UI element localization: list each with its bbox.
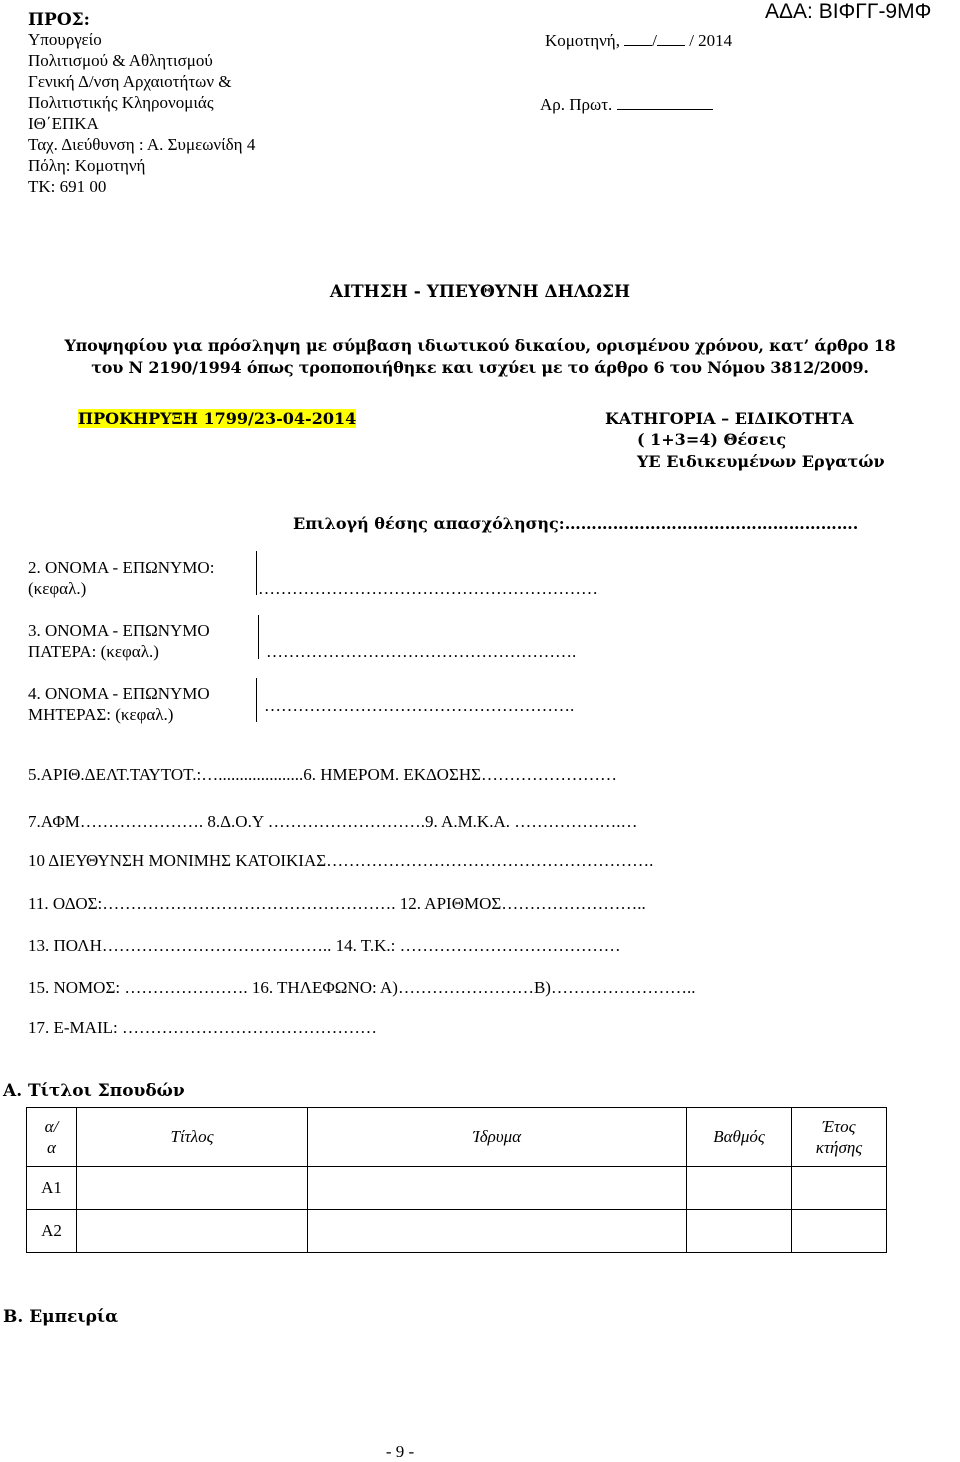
mother-name-label: 4. ΟΝΟΜΑ - ΕΠΩΝΥΜΟ: [28, 684, 210, 703]
institution-cell[interactable]: [308, 1210, 687, 1253]
recipient-line: Υπουργείο: [28, 30, 102, 49]
recipient-line: Πολιτιστικής Κληρονομιάς: [28, 93, 214, 112]
announcement-text: ΠΡΟΚΗΡΥΞΗ 1799/23-04-2014: [78, 409, 357, 428]
field-divider: [258, 615, 259, 659]
recipient-line: ΤΚ: 691 00: [28, 177, 107, 196]
col-title-header: Τίτλος: [77, 1108, 308, 1167]
announcement: [78, 409, 356, 428]
page-number: - 9 -: [385, 1442, 415, 1461]
category-heading: ΚΑΤΗΓΟΡΙΑ – ΕΙΔΙΚΟΤΗΤΑ: [605, 409, 854, 428]
position-choice[interactable]: Επιλογή θέσης απασχόλησης:……………………………………………….: [293, 514, 859, 533]
institution-cell[interactable]: [308, 1167, 687, 1210]
day-blank[interactable]: [624, 30, 652, 46]
protocol-number: [540, 94, 713, 115]
date-separator: /: [652, 31, 657, 50]
field-name-label-note: (κεφαλ.): [28, 579, 87, 598]
row-index: Α1: [27, 1167, 77, 1210]
year-cell[interactable]: [792, 1210, 887, 1253]
tax-row[interactable]: 7.ΑΦΜ…………………. 8.Δ.Ο.Υ ……………………….9. Α.Μ.Κ.Α. ……………….…: [28, 812, 638, 831]
residence-row[interactable]: 10 ΔΙΕΥΘΥΝΣΗ ΜΟΝΙΜΗΣ ΚΑΤΟΙΚΙΑΣ………………………………………………….: [28, 851, 654, 870]
month-blank[interactable]: [657, 30, 685, 46]
ada-code: ΑΔΑ: ΒΙΦΓΓ-9ΜΦ: [765, 0, 932, 23]
mother-name-label-2: ΜΗΤΕΡΑΣ: (κεφαλ.): [28, 705, 174, 724]
col-year-header: Έτος κτήσης: [792, 1108, 887, 1167]
prefecture-phone-row[interactable]: 15. ΝΟΜΟΣ: …………………. 16. ΤΗΛΕΦΩΝΟ: Α)……………………Β)……………………..: [28, 978, 696, 997]
col-grade-header: Βαθμός: [687, 1108, 792, 1167]
field-name-label: 2. ΟΝΟΜΑ - ΕΠΩΝΥΜΟ:: [28, 558, 215, 577]
field-divider: [256, 678, 257, 722]
father-name-label: 3. ΟΝΟΜΑ - ΕΠΩΝΥΜΟ: [28, 621, 210, 640]
email-row[interactable]: 17. E-MAIL: ………………………………………: [28, 1018, 377, 1037]
category-positions: ( 1+3=4) Θέσεις: [637, 430, 787, 449]
table-row: [27, 1210, 887, 1253]
place-date: [545, 30, 732, 51]
section-a-heading: Α. Τίτλοι Σπουδών: [3, 1081, 185, 1101]
col-index-header: α/ α: [27, 1108, 77, 1167]
father-name-field[interactable]: ……………………………………………….: [266, 642, 577, 661]
recipient-line: ΙΘ΄ΕΠΚΑ: [28, 114, 99, 133]
year-cell[interactable]: [792, 1167, 887, 1210]
education-table: [26, 1107, 887, 1253]
section-b-heading: Β. Εμπειρία: [3, 1307, 119, 1327]
title-cell[interactable]: [77, 1210, 308, 1253]
year: / 2014: [689, 31, 733, 50]
table-header-row: [27, 1108, 887, 1167]
grade-cell[interactable]: [687, 1167, 792, 1210]
father-name-label-2: ΠΑΤΕΡΑ: (κεφαλ.): [28, 642, 159, 661]
table-row: [27, 1167, 887, 1210]
mother-name-field[interactable]: ……………………………………………….: [264, 696, 575, 715]
category-specialty: ΥΕ Ειδικευμένων Εργατών: [637, 452, 885, 471]
field-divider: [256, 551, 257, 595]
recipient-address: [28, 30, 255, 198]
city-row[interactable]: 13. ΠΟΛΗ………………………………….. 14. Τ.Κ.: …………………………………: [28, 936, 621, 955]
row-index: Α2: [27, 1210, 77, 1253]
street-row[interactable]: 11. ΟΔΟΣ:……………………………………………. 12. ΑΡΙΘΜΟΣ……………………..: [28, 894, 646, 913]
recipient-line: Γενική Δ/νση Αρχαιοτήτων &: [28, 72, 232, 91]
name-field[interactable]: ……………………………………………………: [258, 579, 598, 598]
title-cell[interactable]: [77, 1167, 308, 1210]
to-label: ΠΡΟΣ:: [28, 10, 90, 30]
recipient-line: Πολιτισμού & Αθλητισμού: [28, 51, 213, 70]
id-issue-row[interactable]: 5.ΑΡΙΘ.ΔΕΛΤ.ΤΑΥΤΟΤ.:…....................6. ΗΜΕΡΟΜ. ΕΚΔΟΣΗΣ……………………: [28, 765, 618, 784]
protocol-label: Αρ. Πρωτ.: [540, 95, 613, 114]
col-institution-header: Ίδρυμα: [308, 1108, 687, 1167]
recipient-line: Ταχ. Διεύθυνση : Α. Συμεωνίδη 4: [28, 135, 256, 154]
intro-line-2: του Ν 2190/1994 όπως τροποποιήθηκε και ισχύει με το άρθρο 6 του Νόμου 3812/2009.: [91, 358, 869, 377]
intro-line-1: Υποψηφίου για πρόσληψη με σύμβαση ιδιωτικού δικαίου, ορισμένου χρόνου, κατ’ άρθρο 18: [64, 336, 896, 355]
grade-cell[interactable]: [687, 1210, 792, 1253]
place-prefix: Κομοτηνή,: [545, 31, 620, 50]
recipient-line: Πόλη: Κομοτηνή: [28, 156, 146, 175]
document-title: ΑΙΤΗΣΗ - ΥΠΕΥΘΥΝΗ ΔΗΛΩΣΗ: [329, 282, 631, 302]
protocol-blank[interactable]: [617, 94, 713, 110]
